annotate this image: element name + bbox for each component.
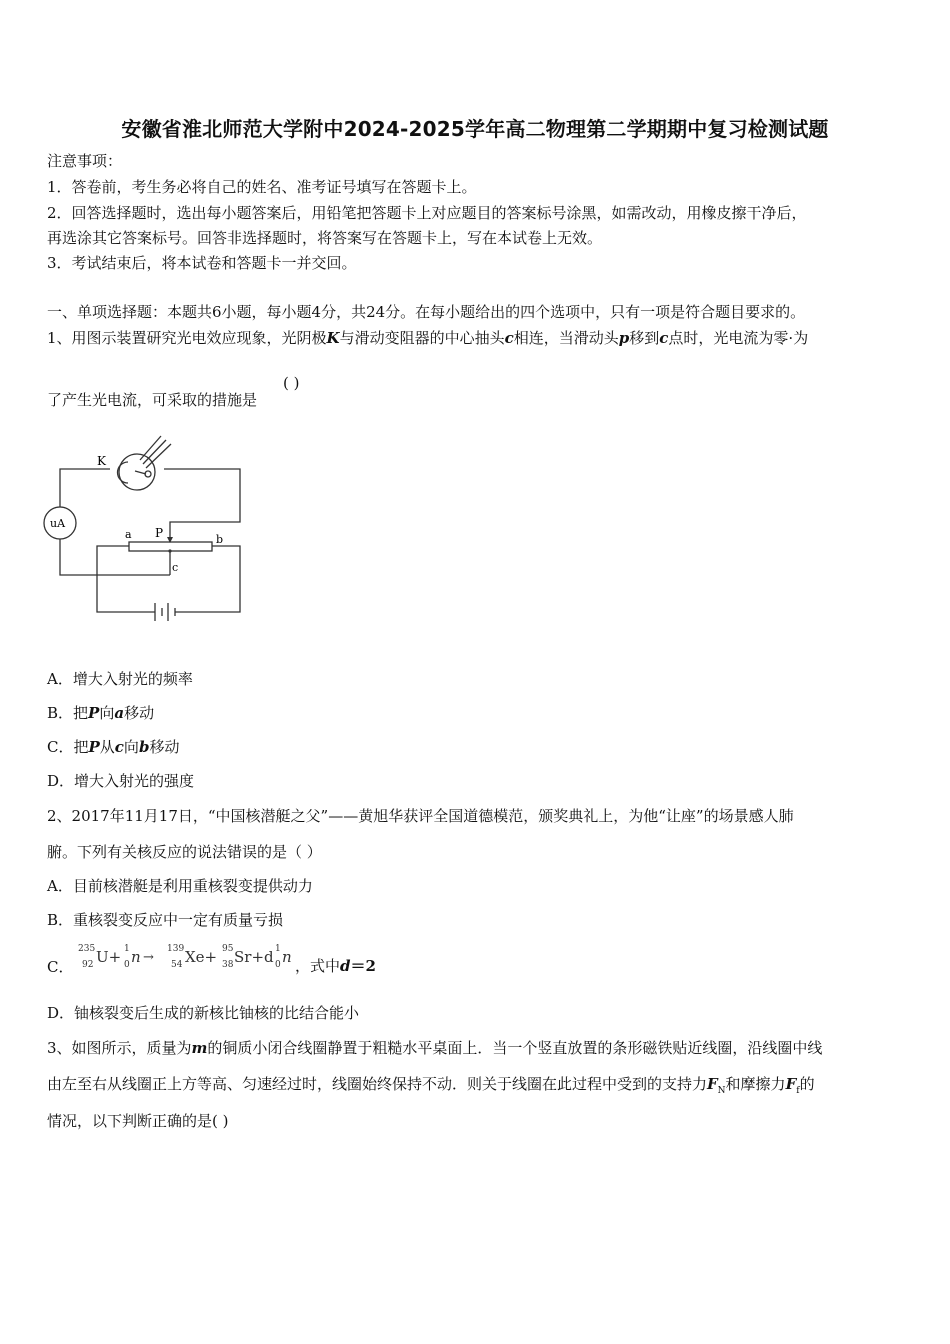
notice-item-2b: 再选涂其它答案标号。回答非选择题时，将答案写在答题卡上，写在本试卷上无效。 bbox=[47, 229, 603, 247]
q3-text: 由左至右从线圈正上方等高、匀速经过时，线圈始终保持不动．则关于线圈在此过程中受到的支持力 bbox=[47, 1075, 708, 1093]
q1-text: 与滑动变阻器的中心抽头 bbox=[339, 329, 505, 347]
u-symbol: U+ bbox=[96, 948, 122, 966]
opt-text: C．把 bbox=[47, 738, 89, 756]
sr-mass: 95 bbox=[222, 944, 234, 954]
opt-text: 从 bbox=[99, 738, 115, 756]
label-a: a bbox=[125, 528, 132, 541]
var-c: c bbox=[659, 329, 669, 347]
n1-symbol: n bbox=[131, 948, 141, 966]
xe-symbol: Xe+ bbox=[185, 948, 218, 966]
q3-line-2 bbox=[47, 1074, 815, 1101]
var-d: d bbox=[340, 957, 351, 975]
n1-z: 0 bbox=[124, 960, 130, 970]
q3-line-1 bbox=[47, 1038, 822, 1058]
q1-line-1 bbox=[47, 328, 808, 348]
var-P: P bbox=[88, 738, 100, 756]
u-z: 92 bbox=[82, 960, 94, 970]
label-b: b bbox=[216, 533, 224, 546]
q1-text: 1、用图示装置研究光电效应现象，光阴极 bbox=[47, 329, 327, 347]
label-P: P bbox=[155, 526, 164, 540]
wire bbox=[164, 469, 240, 542]
q1-answer-paren: ( ) bbox=[283, 374, 300, 392]
arrow: → bbox=[143, 950, 154, 965]
wire bbox=[175, 546, 240, 612]
label-c: c bbox=[172, 561, 179, 574]
q1-text: 相连，当滑动头 bbox=[513, 329, 619, 347]
n1-mass: 1 bbox=[124, 944, 130, 954]
var-Ff: F bbox=[785, 1075, 797, 1093]
q1-text: 点时，光电流为零·为 bbox=[668, 329, 809, 347]
sr-z: 38 bbox=[222, 960, 234, 970]
notice-item-2a: 2．回答选择题时，选出每小题答案后，用铅笔把答题卡上对应题目的答案标号涂黑，如需改动，用橡皮擦干净后， bbox=[47, 204, 807, 222]
label-meter: uA bbox=[50, 517, 66, 530]
opt-text: 向 bbox=[99, 704, 115, 722]
wire bbox=[135, 471, 146, 474]
q1-line-2: 了产生光电流，可采取的措施是 bbox=[47, 391, 258, 409]
wire bbox=[97, 546, 155, 612]
opt-text: B．把 bbox=[47, 704, 89, 722]
var-p: p bbox=[618, 329, 630, 347]
q2-option-c-tail bbox=[295, 956, 376, 976]
sr-symbol: Sr+d bbox=[234, 948, 274, 966]
opt-text: 向 bbox=[123, 738, 139, 756]
q1-option-c bbox=[47, 737, 179, 757]
q1-option-b bbox=[47, 703, 154, 723]
n2-symbol: n bbox=[282, 948, 292, 966]
var-FN: F bbox=[707, 1075, 718, 1093]
q3-text: 和摩擦力 bbox=[725, 1075, 786, 1093]
notice-heading: 注意事项： bbox=[47, 152, 123, 170]
nuclear-equation bbox=[74, 940, 314, 974]
q1-option-a: A．增大入射光的频率 bbox=[47, 670, 193, 688]
q2-option-b: B．重核裂变反应中一定有质量亏损 bbox=[47, 911, 284, 929]
q2-option-d: D．铀核裂变后生成的新核比铀核的比结合能小 bbox=[47, 1004, 360, 1022]
q2-line-1: 2、2017年11月17日，“中国核潜艇之父”——黄旭华获评全国道德模范，颁奖典礼上，为他“让座”的场景感人肺 bbox=[47, 807, 794, 825]
var-P: P bbox=[88, 704, 100, 722]
opt-text: 移动 bbox=[124, 704, 155, 722]
q3-line-3: 情况，以下判断正确的是( ) bbox=[47, 1112, 229, 1130]
q2-option-a: A．目前核潜艇是利用重核裂变提供动力 bbox=[47, 877, 313, 895]
wire bbox=[60, 469, 110, 507]
label-K: K bbox=[97, 454, 106, 468]
q2-option-c-label: C． bbox=[47, 958, 74, 976]
xe-mass: 139 bbox=[167, 944, 185, 954]
q3-text: 的铜质小闭合线圈静置于粗糙水平桌面上．当一个竖直放置的条形磁铁贴近线圈，沿线圈中线 bbox=[207, 1039, 823, 1057]
q1-text: 移到 bbox=[629, 329, 660, 347]
q1-circuit-diagram bbox=[40, 425, 255, 635]
xe-z: 54 bbox=[171, 960, 183, 970]
n2-z: 0 bbox=[275, 960, 281, 970]
page-title: 安徽省淮北师范大学附中2024-2025学年高二物理第二学期期中复习检测试题 bbox=[121, 117, 829, 141]
var-FN-sub: N bbox=[717, 1086, 726, 1096]
junction bbox=[168, 549, 171, 552]
q3-text: 3、如图所示，质量为 bbox=[47, 1039, 192, 1057]
n2-mass: 1 bbox=[275, 944, 281, 954]
opt-text: ＝2 bbox=[350, 957, 376, 975]
var-K: K bbox=[326, 329, 340, 347]
q2-line-2: 腑。下列有关核反应的说法错误的是（ ） bbox=[47, 843, 322, 861]
notice-item-1: 1．答卷前，考生务必将自己的姓名、准考证号填写在答题卡上。 bbox=[47, 178, 477, 196]
opt-text: ，式中 bbox=[295, 957, 341, 975]
q3-text: 的 bbox=[799, 1075, 815, 1093]
var-c: c bbox=[114, 738, 124, 756]
u-mass: 235 bbox=[78, 944, 96, 954]
notice-item-3: 3．考试结束后，将本试卷和答题卡一并交回。 bbox=[47, 254, 357, 272]
var-m: m bbox=[191, 1039, 208, 1057]
section-1-heading: 一、单项选择题：本题共6小题，每小题4分，共24分。在每小题给出的四个选项中，只有一项是符合题目要求的。 bbox=[47, 303, 806, 321]
var-Ff-sub: f bbox=[796, 1086, 800, 1096]
var-b: b bbox=[138, 738, 150, 756]
var-c: c bbox=[504, 329, 514, 347]
q1-option-d: D．增大入射光的强度 bbox=[47, 772, 195, 790]
var-a: a bbox=[114, 704, 125, 722]
wire bbox=[60, 539, 110, 575]
opt-text: 移动 bbox=[149, 738, 180, 756]
